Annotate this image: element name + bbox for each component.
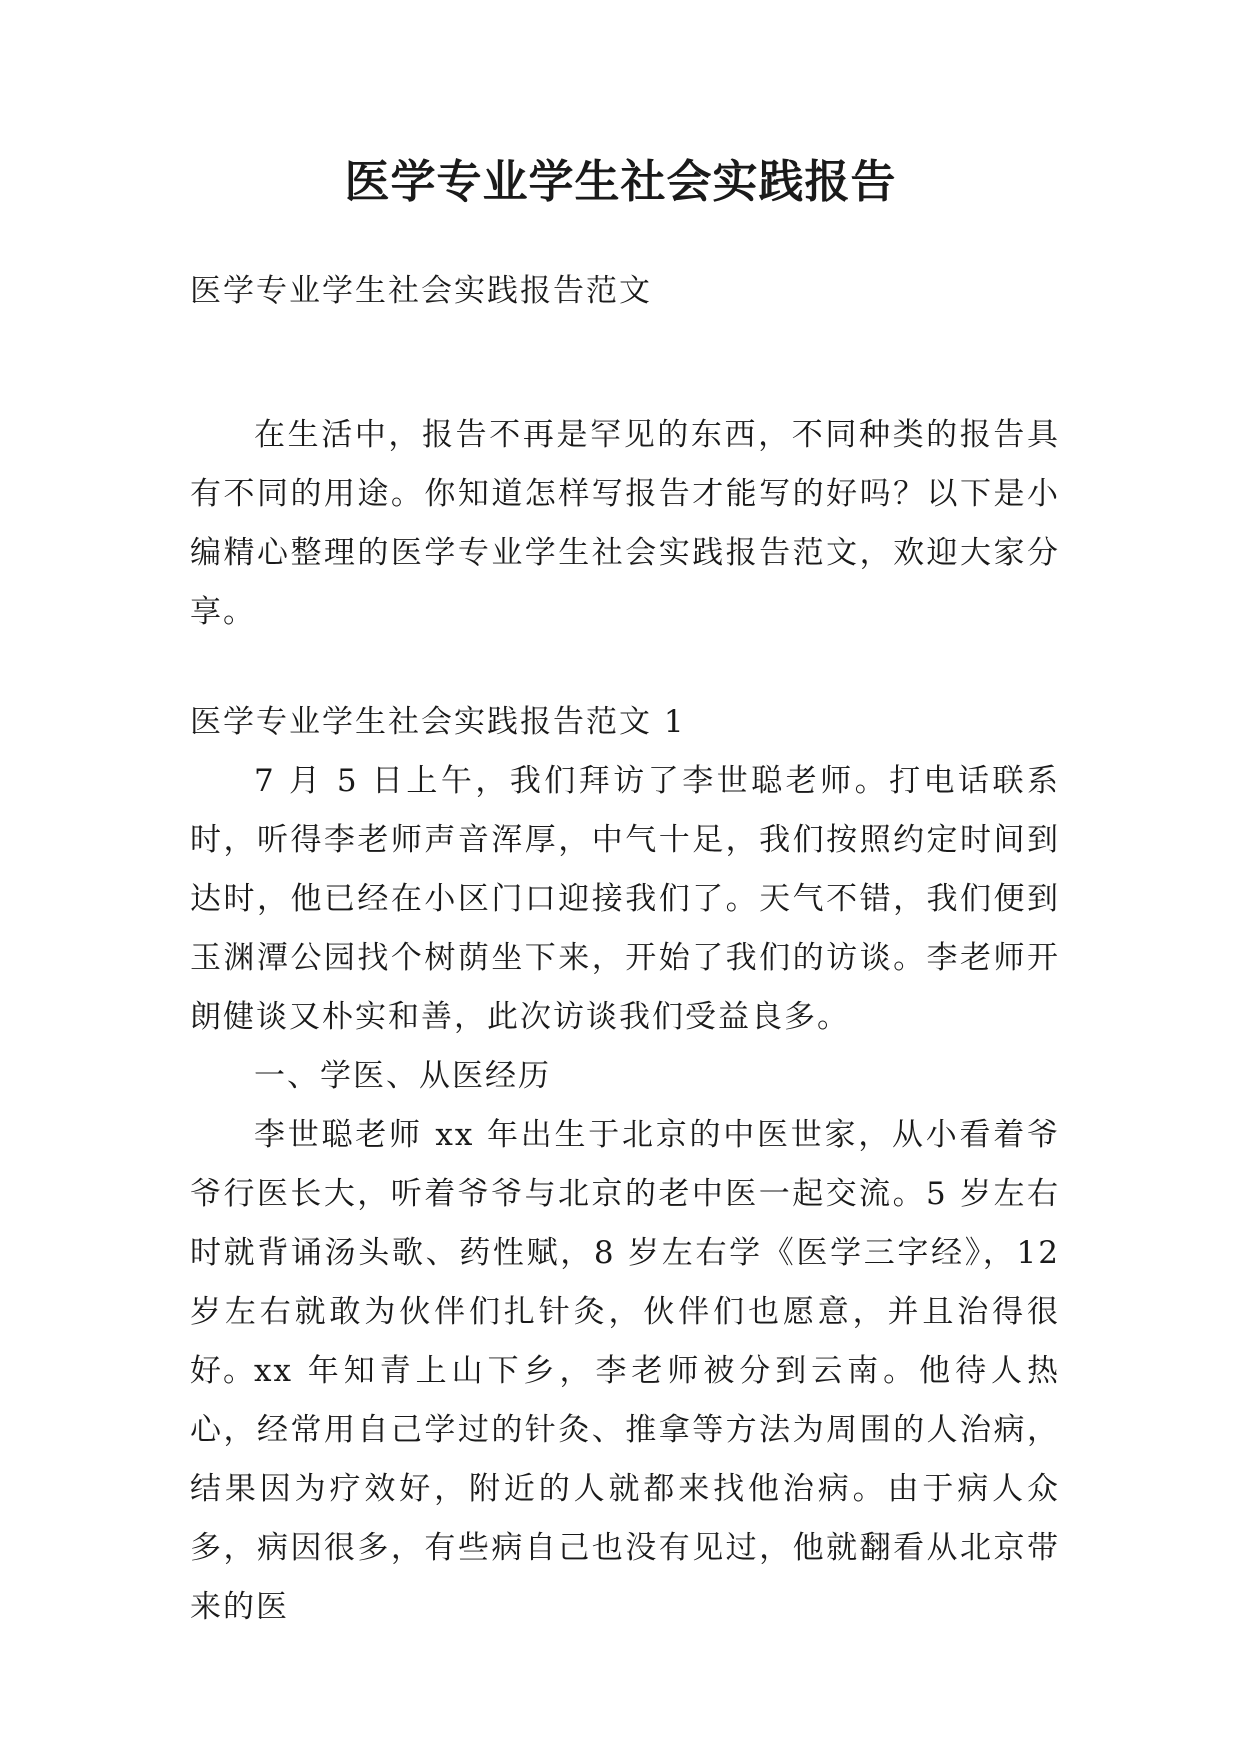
document-subtitle: 医学专业学生社会实践报告范文: [190, 273, 652, 309]
section-heading: 医学专业学生社会实践报告范文 1: [190, 704, 686, 740]
body-paragraph: xx 年知青上山下乡，李老师被分到云南。他待人热心，经常用自己学过的针灸、推拿等方法为周围的人治病，结果因为疗效好，附近的人就都来找他治病。由于病人众多，病因很多，有些病自己也没有见过，他就翻看从北京带来的医: [190, 1353, 1060, 1625]
intro-paragraph: 在生活中，报告不再是罕见的东西，不同种类的报告具有不同的用途。你知道怎样写报告才能写的好吗？以下是小编精心整理的医学专业学生社会实践报告范文，欢迎大家分享。: [190, 417, 1060, 630]
subsection-heading: 一、学医、从医经历: [254, 1058, 551, 1094]
body-paragraph: 李世聪老师 xx 年出生于北京的中医世家，从小看着爷爷行医长大，听着爷爷与北京的老中医一起交流。5 岁左右时就背诵汤头歌、药性赋，8 岁左右学《医学三字经》，12 岁左右就敢为伙伴们扎针灸，伙伴们也愿意，并且治得很好。: [190, 1117, 1060, 1389]
body-paragraph: 7 月 5 日上午，我们拜访了李世聪老师。打电话联系时，听得李老师声音浑厚，中气十足，我们按照约定时间到达时，他已经在小区门口迎接我们了。天气不错，我们便到玉渊潭公园找个树荫坐下来，开始了我们的访谈。李老师开朗健谈又朴实和善，此次访谈我们受益良多。: [190, 763, 1060, 1035]
document-title: 医学专业学生社会实践报告: [344, 155, 897, 208]
